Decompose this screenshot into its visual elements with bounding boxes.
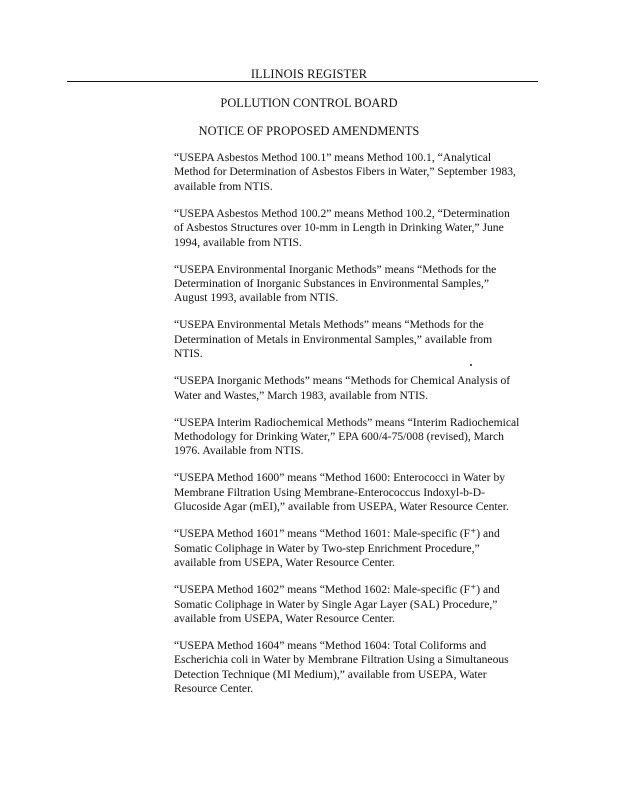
definition-line: of Asbestos Structures over 10-mm in Length in Drinking Water,” June: [174, 221, 504, 235]
definition-asbestos-100-1: [174, 151, 534, 194]
definition-line: Resource Center.: [174, 682, 254, 696]
definition-interim-radiochemical: [174, 416, 534, 459]
agency-heading: POLLUTION CONTROL BOARD: [220, 96, 398, 110]
definition-line: Methodology for Drinking Water,” EPA 600/4-75/008 (revised), March: [174, 430, 504, 444]
definition-method-1602: [174, 583, 534, 626]
definition-line: “USEPA Environmental Inorganic Methods” means “Methods for the: [174, 262, 497, 276]
definition-line: Detection Technique (MI Medium),” available from USEPA, Water: [174, 667, 487, 681]
definition-line: Somatic Coliphage in Water by Two-step Enrichment Procedure,”: [174, 541, 480, 555]
definition-method-1601: [174, 527, 534, 570]
definition-line: “USEPA Environmental Metals Methods” means “Methods for the: [174, 318, 484, 332]
definition-line: “USEPA Interim Radiochemical Methods” means “Interim Radiochemical: [174, 415, 520, 429]
definition-line: available from USEPA, Water Resource Center.: [174, 611, 395, 625]
register-title: ILLINOIS REGISTER: [245, 67, 373, 81]
definition-method-1600: [174, 471, 534, 514]
definition-line: August 1993, available from NTIS.: [174, 291, 339, 305]
definition-line: 1976. Available from NTIS.: [174, 444, 304, 458]
definition-line: Membrane Filtration Using Membrane-Enterococcus Indoxyl-b-D-: [174, 485, 486, 499]
definition-line: Escherichia coli in Water by Membrane Filtration Using a Simultaneous: [174, 653, 509, 667]
definition-line: “USEPA Asbestos Method 100.1” means Method 100.1, “Analytical: [174, 151, 492, 164]
definition-line: 1994, available from NTIS.: [174, 235, 302, 249]
definition-line: “USEPA Method 1602” means “Method 1602: Male-specific (F⁺) and: [174, 583, 500, 597]
notice-heading: NOTICE OF PROPOSED AMENDMENTS: [198, 124, 420, 138]
definition-line: NTIS.: [174, 347, 203, 361]
definition-environmental-inorganic: [174, 263, 534, 306]
definition-environmental-metals: [174, 318, 534, 361]
definition-line: “USEPA Asbestos Method 100.2” means Method 100.2, “Determination: [174, 206, 510, 220]
definitions-list: [174, 151, 534, 709]
definition-line: available from NTIS.: [174, 179, 273, 193]
definition-line: Water and Wastes,” March 1983, available from NTIS.: [174, 388, 429, 402]
definition-asbestos-100-2: [174, 207, 534, 250]
definition-line: “USEPA Method 1601” means “Method 1601: Male-specific (F⁺) and: [174, 527, 500, 541]
definition-line: Determination of Inorganic Substances in Environmental Samples,”: [174, 277, 489, 291]
definition-line: Method for Determination of Asbestos Fibers in Water,” September 1983,: [174, 165, 516, 179]
definition-line: available from USEPA, Water Resource Center.: [174, 556, 395, 570]
definition-line: “USEPA Method 1600” means “Method 1600: Enterococci in Water by: [174, 471, 506, 485]
definition-line: Glucoside Agar (mEI),” available from USEPA, Water Resource Center.: [174, 500, 509, 514]
definition-line: Somatic Coliphage in Water by Single Agar Layer (SAL) Procedure,”: [174, 597, 498, 611]
register-header: [0, 67, 618, 81]
header-rule: [67, 81, 538, 82]
definition-line: “USEPA Inorganic Methods” means “Methods for Chemical Analysis of: [174, 374, 511, 388]
definition-line: Determination of Metals in Environmental Samples,” available from: [174, 332, 493, 346]
definition-inorganic-methods: [174, 374, 534, 403]
definition-line: “USEPA Method 1604” means “Method 1604: Total Coliforms and: [174, 638, 487, 652]
definition-method-1604: [174, 639, 534, 697]
